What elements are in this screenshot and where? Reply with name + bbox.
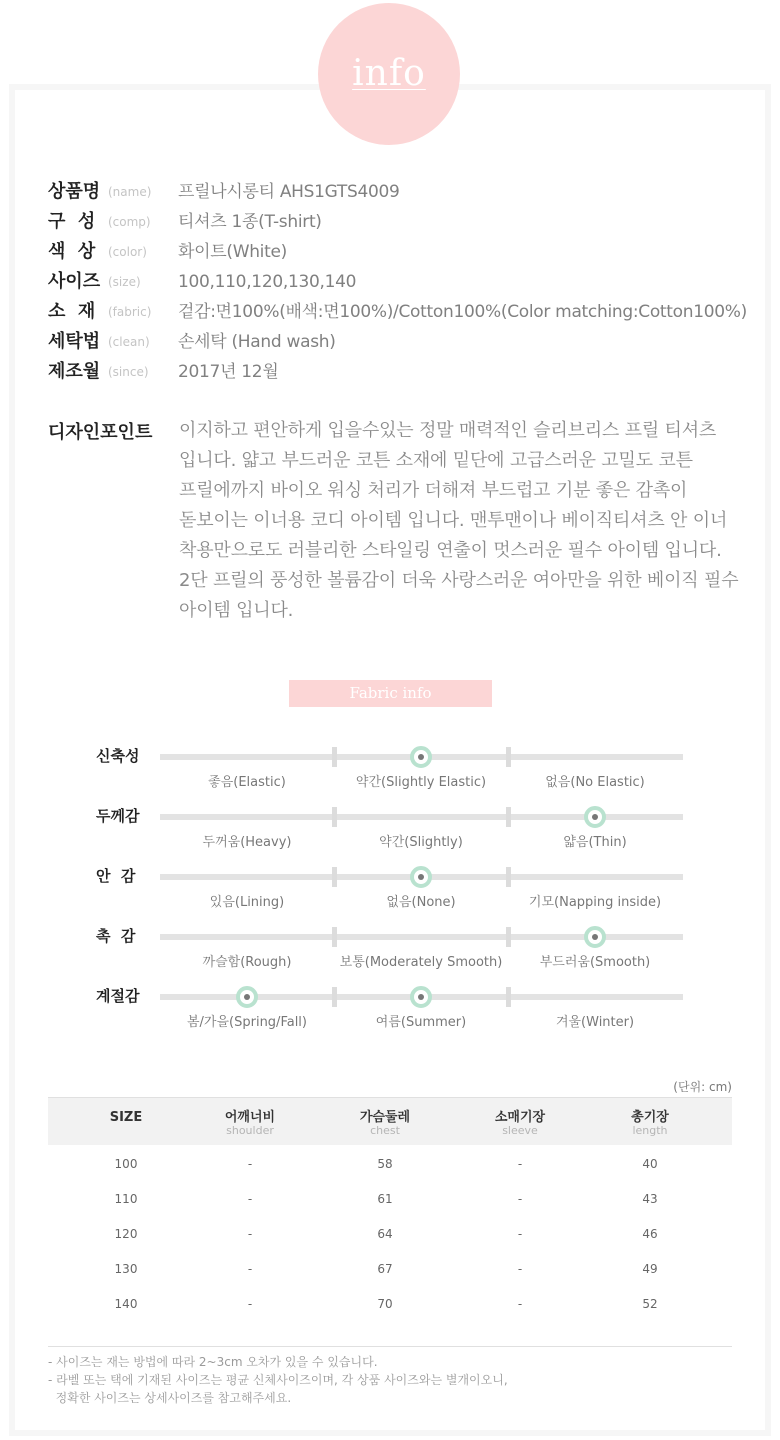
size-note-line: - 라벨 또는 택에 기재된 사이즈는 평균 신체사이즈이며, 각 상품 사이즈와는 별개이오니,: [48, 1373, 508, 1387]
size-table-cell: -: [517, 1157, 523, 1171]
header-ko: 가슴둘레: [359, 1110, 411, 1125]
fabric-row-label: 신축성: [96, 747, 140, 765]
fabric-selected-marker: [236, 986, 258, 1008]
size-table-cell: 110: [114, 1192, 138, 1206]
spec-value: 화이트(White): [178, 242, 287, 262]
header-ko: 어깨너비: [224, 1110, 276, 1125]
size-table-cell: -: [517, 1297, 523, 1311]
fabric-scale-tick: [506, 807, 511, 827]
fabric-scale-tick: [332, 807, 337, 827]
spec-label: 소 재: [48, 301, 96, 322]
fabric-option-label: 부드러움(Smooth): [539, 955, 651, 970]
design-point-line: 아이템 입니다.: [179, 600, 294, 621]
fabric-scale-tick: [506, 867, 511, 887]
fabric-scale-tick: [332, 987, 337, 1007]
size-note-line: - 사이즈는 재는 방법에 따라 2~3cm 오차가 있을 수 있습니다.: [48, 1355, 378, 1369]
spec-label: 상품명: [48, 181, 101, 202]
fabric-info-title: Fabric info: [289, 680, 492, 707]
spec-label: 세탁법: [48, 331, 101, 352]
design-point-line: 돋보이는 이너용 코디 아이템 입니다. 맨투맨이나 베이직티셔츠 안 이너: [179, 510, 728, 531]
spec-label: 사이즈: [48, 271, 101, 292]
fabric-row-label: 계절감: [96, 987, 140, 1005]
fabric-option-label: 없음(None): [386, 895, 456, 910]
size-table-cell: 58: [377, 1157, 393, 1171]
fabric-option-label: 좋음(Elastic): [208, 775, 286, 790]
fabric-option-label: 겨울(Winter): [555, 1015, 635, 1030]
fabric-scale-tick: [332, 927, 337, 947]
spec-label-en: (since): [108, 365, 149, 379]
size-table-header-cell: [450, 1110, 590, 1137]
fabric-option-label: 약간(Slightly Elastic): [355, 775, 487, 790]
size-unit: (단위: cm): [673, 1080, 732, 1094]
size-table-cell: -: [517, 1227, 523, 1241]
fabric-scale-tick: [506, 927, 511, 947]
size-note-line: 정확한 사이즈는 상세사이즈를 참고해주세요.: [48, 1391, 292, 1405]
design-point-line: 2단 프릴의 풍성한 볼륨감이 더욱 사랑스러운 여아만을 위한 베이직 필수: [179, 570, 739, 591]
size-table-cell: -: [517, 1192, 523, 1206]
size-table-cell: 130: [114, 1262, 138, 1276]
spec-label-en: (size): [108, 275, 141, 289]
fabric-option-label: 두꺼움(Heavy): [202, 835, 292, 850]
spec-label-en: (color): [108, 245, 147, 259]
fabric-selected-marker: [410, 866, 432, 888]
size-table-cell: 67: [377, 1262, 393, 1276]
fabric-option-label: 보통(Moderately Smooth): [339, 955, 503, 970]
size-table-cell: -: [247, 1157, 253, 1171]
spec-value: 손세탁 (Hand wash): [178, 332, 336, 352]
fabric-option-label: 까슬함(Rough): [202, 955, 292, 970]
header-ko: 소매기장: [494, 1110, 546, 1125]
size-table-cell: 64: [377, 1227, 393, 1241]
info-badge-text: info: [352, 53, 426, 94]
size-table-cell: 40: [642, 1157, 658, 1171]
size-table-cell: 43: [642, 1192, 658, 1206]
fabric-selected-marker: [584, 806, 606, 828]
design-point-line: 입니다. 얇고 부드러운 코튼 소재에 밑단에 고급스러운 고밀도 코튼: [179, 450, 693, 471]
size-table-header-cell: [56, 1110, 196, 1125]
fabric-option-label: 얇음(Thin): [563, 835, 627, 850]
fabric-scale-tick: [332, 747, 337, 767]
size-table-cell: 61: [377, 1192, 393, 1206]
notes-divider: [48, 1346, 732, 1347]
fabric-scale-tick: [506, 747, 511, 767]
spec-value: 2017년 12월: [178, 362, 279, 382]
design-point-line: 착용만으로도 러블리한 스타일링 연출이 멋스러운 필수 아이템 입니다.: [179, 540, 722, 561]
size-table-header-cell: [180, 1110, 320, 1137]
spec-label: 구 성: [48, 211, 96, 232]
spec-value: 프릴나시롱티 AHS1GTS4009: [178, 182, 400, 202]
size-table-cell: 70: [377, 1297, 393, 1311]
fabric-option-label: 없음(No Elastic): [545, 775, 645, 790]
size-table-cell: -: [247, 1227, 253, 1241]
spec-value: 겉감:면100%(배색:면100%)/Cotton100%(Color matching:Cotton100%): [178, 302, 747, 322]
fabric-scale-tick: [332, 867, 337, 887]
size-table-cell: -: [247, 1192, 253, 1206]
size-table-cell: 52: [642, 1297, 658, 1311]
fabric-selected-marker: [410, 746, 432, 768]
fabric-selected-marker: [584, 926, 606, 948]
design-point-label: 디자인포인트: [48, 422, 153, 443]
size-table-cell: -: [517, 1262, 523, 1276]
spec-label-en: (clean): [108, 335, 150, 349]
fabric-row-label: 안 감: [96, 867, 136, 885]
spec-value: 티셔츠 1종(T-shirt): [178, 212, 322, 232]
design-point-text: [179, 416, 769, 626]
spec-value: 100,110,120,130,140: [178, 272, 357, 292]
fabric-option-label: 있음(Lining): [209, 895, 285, 910]
size-table-header-cell: [580, 1110, 720, 1137]
fabric-option-label: 여름(Summer): [375, 1015, 467, 1030]
spec-label: 색 상: [48, 241, 96, 262]
size-table-cell: 140: [114, 1297, 138, 1311]
header-ko: SIZE: [109, 1110, 143, 1125]
header-en: sleeve: [502, 1124, 538, 1137]
design-point-line: 프릴에까지 바이오 워싱 처리가 더해져 부드럽고 기분 좋은 감촉이: [179, 480, 688, 501]
size-table-cell: 49: [642, 1262, 658, 1276]
fabric-option-label: 기모(Napping inside): [528, 895, 662, 910]
header-ko: 총기장: [631, 1110, 669, 1125]
fabric-option-label: 약간(Slightly): [379, 835, 463, 850]
size-table-cell: 100: [114, 1157, 138, 1171]
header-en: chest: [370, 1124, 400, 1137]
header-en: shoulder: [226, 1124, 274, 1137]
header-en: length: [632, 1124, 668, 1137]
fabric-option-label: 봄/가을(Spring/Fall): [186, 1015, 307, 1030]
fabric-row-label: 촉 감: [96, 927, 136, 945]
spec-label: 제조월: [48, 361, 101, 382]
spec-label-en: (comp): [108, 215, 151, 229]
spec-label-en: (name): [108, 185, 152, 199]
size-table-cell: -: [247, 1262, 253, 1276]
size-table-cell: -: [247, 1297, 253, 1311]
fabric-row-label: 두께감: [96, 807, 140, 825]
size-table-cell: 120: [114, 1227, 138, 1241]
fabric-scale-tick: [506, 987, 511, 1007]
spec-label-en: (fabric): [108, 305, 152, 319]
info-badge: [318, 3, 460, 145]
fabric-selected-marker: [410, 986, 432, 1008]
size-table-cell: 46: [642, 1227, 658, 1241]
size-table-header-cell: [315, 1110, 455, 1137]
design-point-line: 이지하고 편안하게 입을수있는 정말 매력적인 슬리브리스 프릴 티셔츠: [179, 420, 717, 441]
